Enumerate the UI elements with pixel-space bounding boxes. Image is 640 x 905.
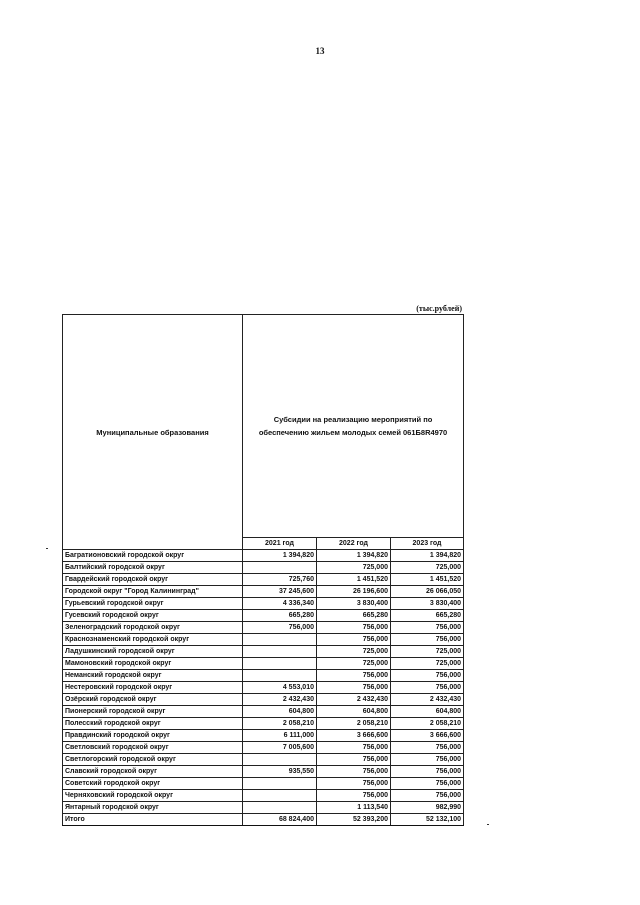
value-2021: 2 432,430 bbox=[243, 694, 317, 706]
value-2021 bbox=[243, 562, 317, 574]
value-2021: 37 245,600 bbox=[243, 586, 317, 598]
scan-speck bbox=[487, 824, 489, 825]
value-2021: 7 005,600 bbox=[243, 742, 317, 754]
value-2021: 6 111,000 bbox=[243, 730, 317, 742]
value-2023: 3 666,600 bbox=[391, 730, 464, 742]
table-row bbox=[63, 682, 464, 694]
table-row bbox=[63, 622, 464, 634]
value-2023: 756,000 bbox=[391, 682, 464, 694]
value-2021: 665,280 bbox=[243, 610, 317, 622]
value-2021 bbox=[243, 634, 317, 646]
value-2022: 756,000 bbox=[317, 766, 391, 778]
value-2023: 1 394,820 bbox=[391, 550, 464, 562]
value-2022: 756,000 bbox=[317, 682, 391, 694]
municipality-name: Правдинский городской округ bbox=[63, 730, 243, 742]
table-row bbox=[63, 694, 464, 706]
table-row bbox=[63, 634, 464, 646]
value-2021: 1 394,820 bbox=[243, 550, 317, 562]
table-row bbox=[63, 706, 464, 718]
value-2023: 982,990 bbox=[391, 802, 464, 814]
value-2021 bbox=[243, 802, 317, 814]
municipality-name: Городской округ "Город Калининград" bbox=[63, 586, 243, 598]
value-2021: 604,800 bbox=[243, 706, 317, 718]
value-2023: 756,000 bbox=[391, 790, 464, 802]
table-row bbox=[63, 718, 464, 730]
value-2023: 756,000 bbox=[391, 670, 464, 682]
value-2023: 604,800 bbox=[391, 706, 464, 718]
units-label: (тыс.рублей) bbox=[416, 304, 462, 313]
value-2023: 756,000 bbox=[391, 622, 464, 634]
year-header-2021: 2021 год bbox=[243, 538, 317, 550]
scan-speck bbox=[46, 548, 48, 549]
municipality-name: Пионерский городской округ bbox=[63, 706, 243, 718]
municipality-name: Мамоновский городской округ bbox=[63, 658, 243, 670]
year-header-2022: 2022 год bbox=[317, 538, 391, 550]
municipality-name: Черняховский городской округ bbox=[63, 790, 243, 802]
municipality-name: Нестеровский городской округ bbox=[63, 682, 243, 694]
value-2022: 1 113,540 bbox=[317, 802, 391, 814]
value-2022: 756,000 bbox=[317, 790, 391, 802]
municipality-name: Светлогорский городской округ bbox=[63, 754, 243, 766]
total-2023: 52 132,100 bbox=[391, 814, 464, 826]
value-2021 bbox=[243, 646, 317, 658]
table-row bbox=[63, 802, 464, 814]
table-row bbox=[63, 730, 464, 742]
table-row bbox=[63, 562, 464, 574]
municipality-name: Янтарный городской округ bbox=[63, 802, 243, 814]
value-2022: 26 196,600 bbox=[317, 586, 391, 598]
table-row bbox=[63, 766, 464, 778]
value-2023: 725,000 bbox=[391, 646, 464, 658]
table-row bbox=[63, 586, 464, 598]
municipality-name: Полесский городской округ bbox=[63, 718, 243, 730]
table-row bbox=[63, 550, 464, 562]
table-body bbox=[63, 550, 464, 814]
value-2023: 756,000 bbox=[391, 766, 464, 778]
value-2022: 756,000 bbox=[317, 622, 391, 634]
municipality-name: Советский городской округ bbox=[63, 778, 243, 790]
municipality-name: Ладушкинский городской округ bbox=[63, 646, 243, 658]
value-2022: 756,000 bbox=[317, 670, 391, 682]
municipality-name: Краснознаменский городской округ bbox=[63, 634, 243, 646]
value-2023: 756,000 bbox=[391, 754, 464, 766]
table-row bbox=[63, 658, 464, 670]
municipality-name: Гвардейский городской округ bbox=[63, 574, 243, 586]
municipality-name: Зеленоградский городской округ bbox=[63, 622, 243, 634]
municipality-name: Гурьевский городской округ bbox=[63, 598, 243, 610]
total-row bbox=[63, 814, 464, 826]
table-row bbox=[63, 598, 464, 610]
table-row bbox=[63, 574, 464, 586]
value-2023: 26 066,050 bbox=[391, 586, 464, 598]
table-row bbox=[63, 742, 464, 754]
value-2023: 756,000 bbox=[391, 742, 464, 754]
value-2022: 756,000 bbox=[317, 754, 391, 766]
table-row bbox=[63, 610, 464, 622]
municipality-name: Славский городской округ bbox=[63, 766, 243, 778]
municipality-name: Балтийский городской округ bbox=[63, 562, 243, 574]
value-2022: 665,280 bbox=[317, 610, 391, 622]
table-row bbox=[63, 778, 464, 790]
value-2021: 756,000 bbox=[243, 622, 317, 634]
municipality-name: Озёрский городской округ bbox=[63, 694, 243, 706]
value-2022: 725,000 bbox=[317, 646, 391, 658]
value-2022: 1 394,820 bbox=[317, 550, 391, 562]
value-2023: 725,000 bbox=[391, 658, 464, 670]
table-row bbox=[63, 754, 464, 766]
value-2022: 3 666,600 bbox=[317, 730, 391, 742]
value-2023: 756,000 bbox=[391, 778, 464, 790]
value-2021: 935,550 bbox=[243, 766, 317, 778]
municipality-name: Светловский городской округ bbox=[63, 742, 243, 754]
value-2022: 604,800 bbox=[317, 706, 391, 718]
value-2021 bbox=[243, 790, 317, 802]
value-2023: 2 058,210 bbox=[391, 718, 464, 730]
value-2022: 2 058,210 bbox=[317, 718, 391, 730]
value-2022: 725,000 bbox=[317, 658, 391, 670]
subsidy-header: Субсидии на реализацию мероприятий по обеспечению жильем молодых семей 061Б8R4970 bbox=[243, 315, 464, 538]
page-number: 13 bbox=[315, 46, 325, 56]
value-2023: 1 451,520 bbox=[391, 574, 464, 586]
table-row bbox=[63, 646, 464, 658]
value-2022: 2 432,430 bbox=[317, 694, 391, 706]
value-2022: 756,000 bbox=[317, 634, 391, 646]
value-2021 bbox=[243, 658, 317, 670]
total-2022: 52 393,200 bbox=[317, 814, 391, 826]
table-row bbox=[63, 670, 464, 682]
municipal-header: Муниципальные образования bbox=[63, 315, 243, 550]
value-2021 bbox=[243, 754, 317, 766]
total-label: Итого bbox=[63, 814, 243, 826]
total-2021: 68 824,400 bbox=[243, 814, 317, 826]
value-2021: 725,760 bbox=[243, 574, 317, 586]
year-header-2023: 2023 год bbox=[391, 538, 464, 550]
value-2021 bbox=[243, 778, 317, 790]
value-2022: 3 830,400 bbox=[317, 598, 391, 610]
value-2023: 756,000 bbox=[391, 634, 464, 646]
value-2022: 725,000 bbox=[317, 562, 391, 574]
value-2023: 3 830,400 bbox=[391, 598, 464, 610]
value-2021 bbox=[243, 670, 317, 682]
value-2021: 2 058,210 bbox=[243, 718, 317, 730]
municipality-name: Неманский городской округ bbox=[63, 670, 243, 682]
municipality-name: Гусевский городской округ bbox=[63, 610, 243, 622]
value-2021: 4 553,010 bbox=[243, 682, 317, 694]
value-2023: 725,000 bbox=[391, 562, 464, 574]
value-2021: 4 336,340 bbox=[243, 598, 317, 610]
value-2022: 756,000 bbox=[317, 778, 391, 790]
table-row bbox=[63, 790, 464, 802]
value-2023: 665,280 bbox=[391, 610, 464, 622]
value-2023: 2 432,430 bbox=[391, 694, 464, 706]
value-2022: 1 451,520 bbox=[317, 574, 391, 586]
value-2022: 756,000 bbox=[317, 742, 391, 754]
subsidy-table bbox=[62, 314, 464, 826]
municipality-name: Багратионовский городской округ bbox=[63, 550, 243, 562]
table-header-row bbox=[63, 315, 464, 538]
